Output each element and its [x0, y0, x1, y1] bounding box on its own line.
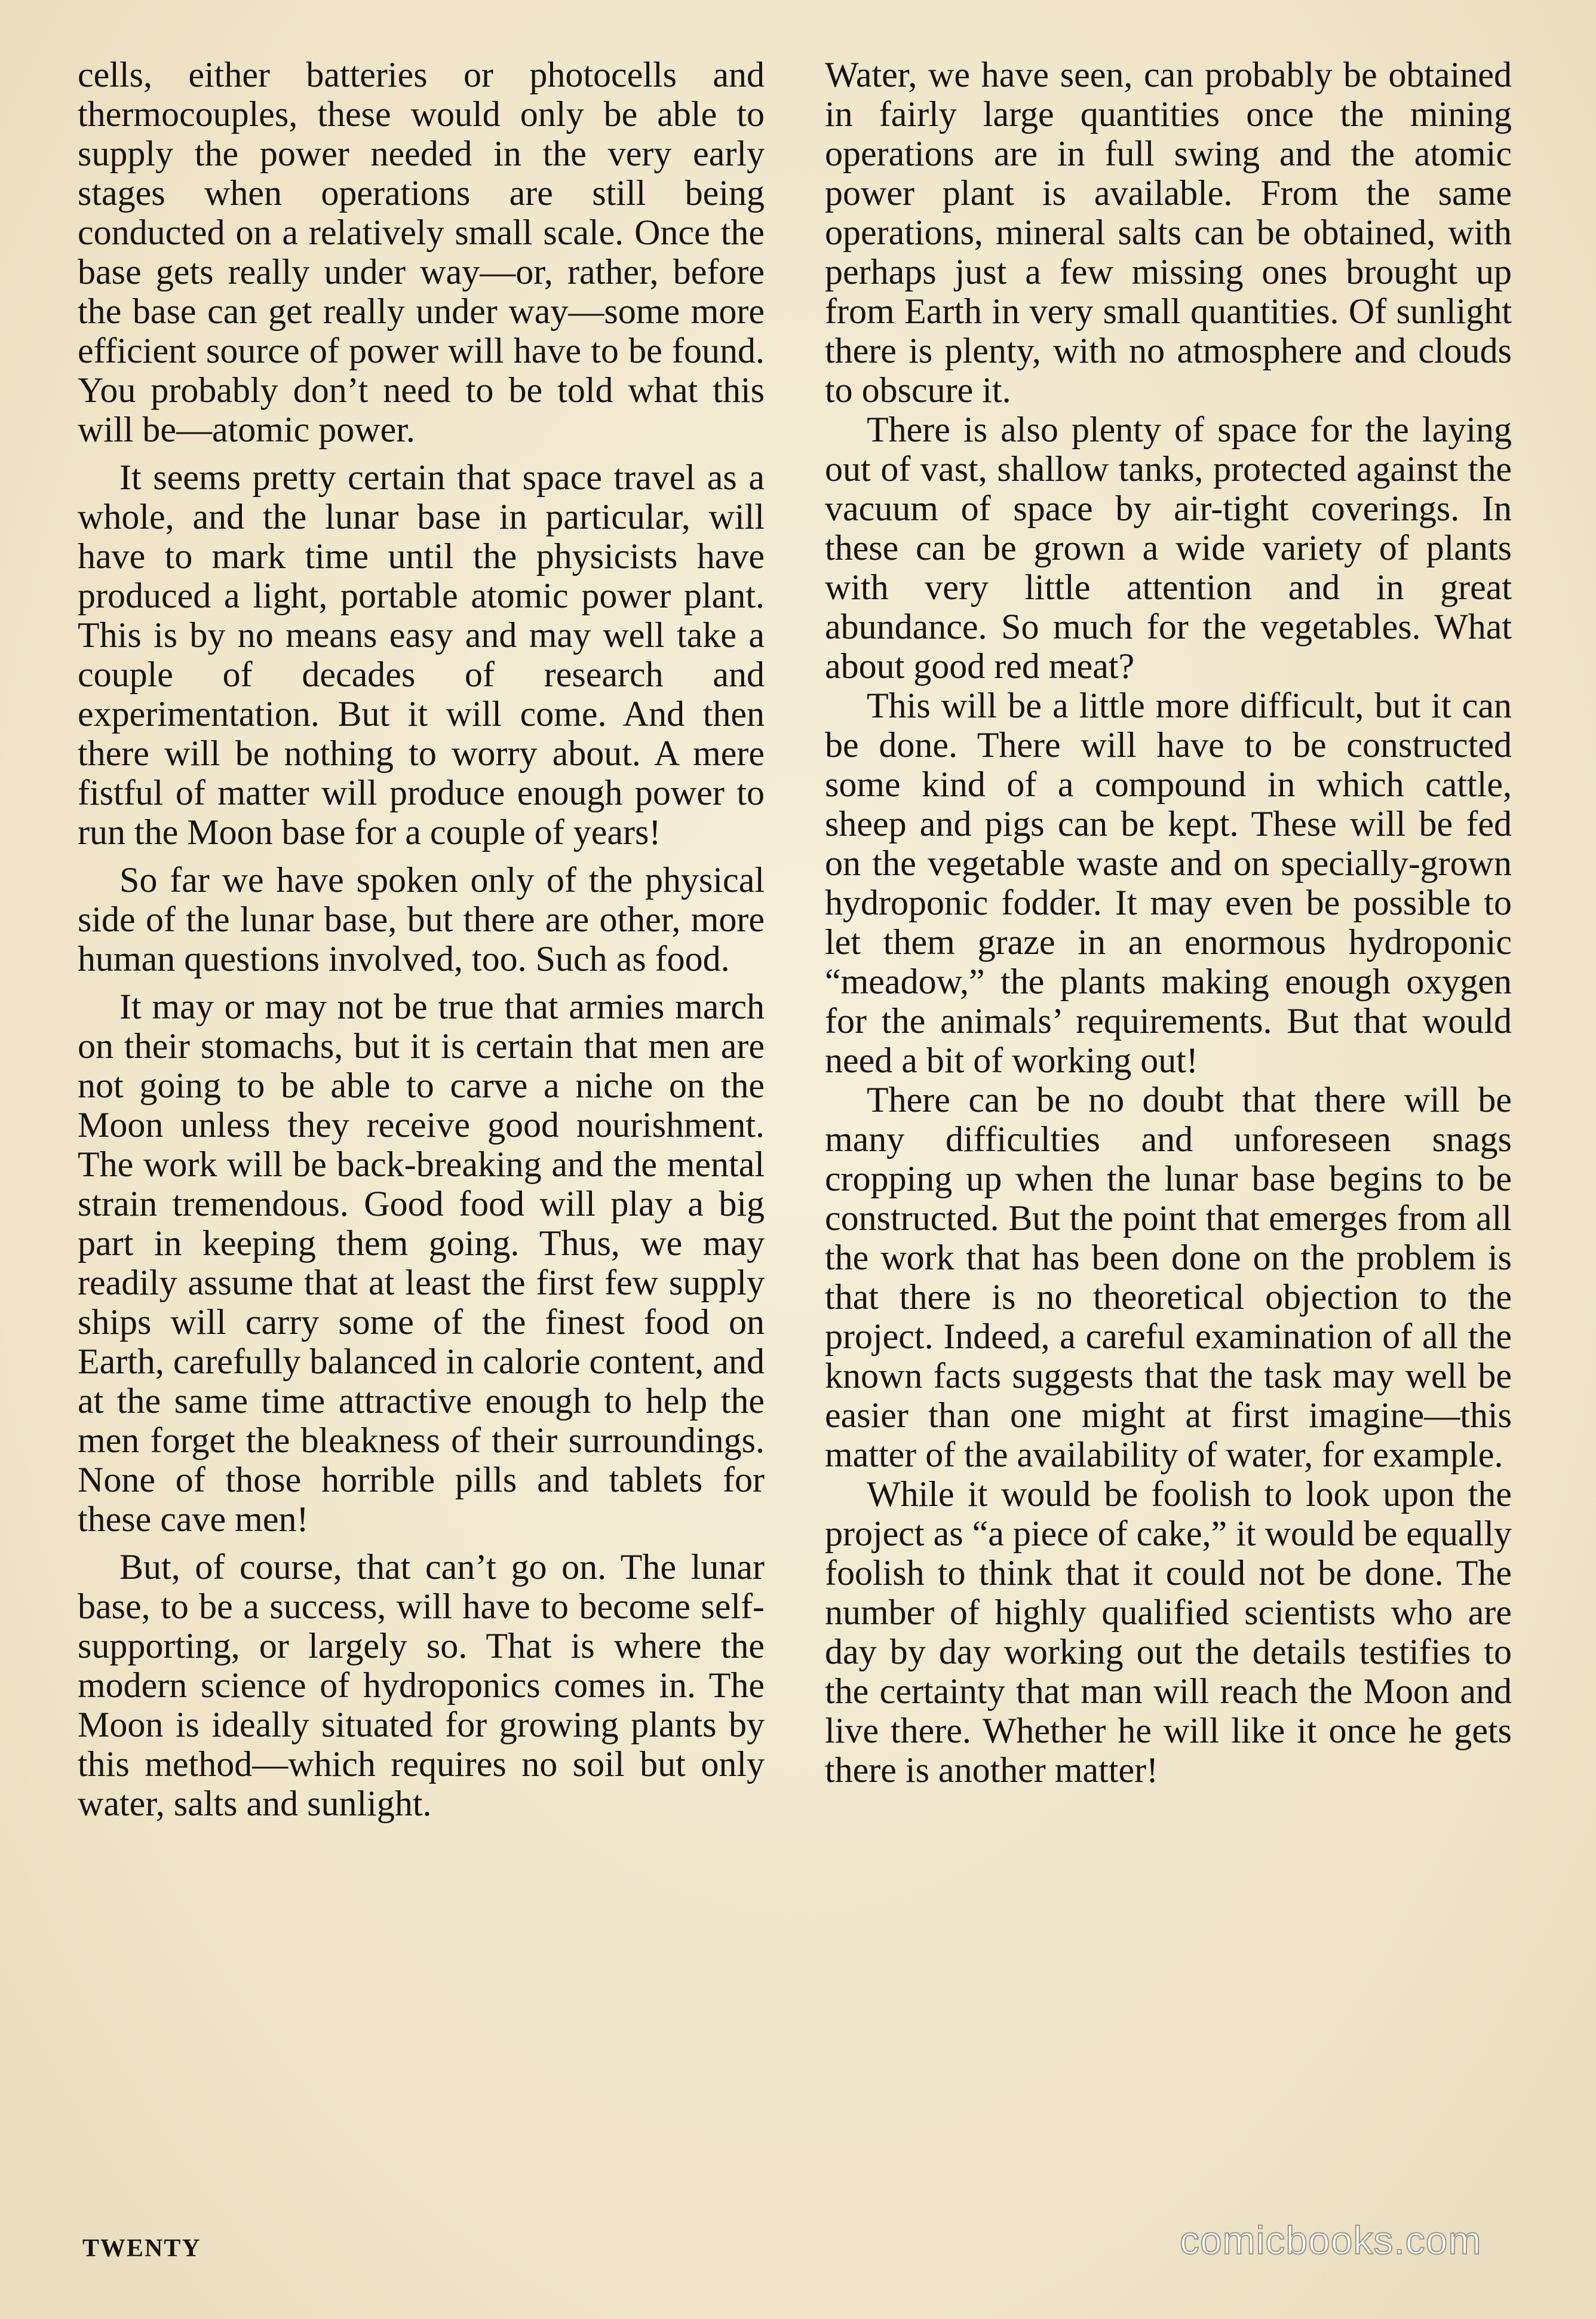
- site-watermark: comicbooks.com: [1180, 2218, 1482, 2262]
- paragraph: Water, we have seen, can probably be obtained in fairly large quantities once the mining operations are in full swing and the atomic power plant is available. From the same operations, mineral salts can be obtained, with perhaps just a few missing ones brought up from Earth in very small quantities. Of sunlight there is plenty, with no atmosphere and clouds to obscure it.: [825, 55, 1512, 410]
- paragraph: There can be no doubt that there will be many difficulties and unforeseen snags cropping up when the lunar base begins to be constructed. But the point that emerges from all the work that has been done on the problem is that there is no theoretical objection to the project. Indeed, a careful examination of all the known facts suggests that the task may well be easier than one might at first imagine—this matter of the availability of water, for example.: [825, 1080, 1512, 1474]
- paragraph: It may or may not be true that armies march on their stomachs, but it is certain that men are not going to be able to carve a niche on the Moon unless they receive good nourishment. The work will be back-breaking and the mental strain tremendous. Good food will play a big part in keeping them going. Thus, we may readily assume that at least the first few supply ships will carry some of the finest food on Earth, carefully balanced in calorie content, and at the same time attractive enough to help the men forget the bleakness of their surroundings. None of those horrible pills and tablets for these cave men!: [78, 987, 765, 1539]
- right-text-column: [825, 55, 1512, 1790]
- paragraph: So far we have spoken only of the physical side of the lunar base, but there are other, more human questions involved, too. Such as food.: [78, 860, 765, 978]
- paragraph: This will be a little more difficult, but it can be done. There will have to be constructed some kind of a compound in which cattle, sheep and pigs can be kept. These will be fed on the vegetable waste and on specially-grown hydroponic fodder. It may even be possible to let them graze in an enormous hydroponic “meadow,” the plants making enough oxygen for the animals’ requirements. But that would need a bit of working out!: [825, 686, 1512, 1080]
- paragraph: cells, either batteries or photocells and thermocouples, these would only be able to supply the power needed in the very early stages when operations are still being conducted on a relatively small scale. Once the base gets really under way—or, rather, before the base can get really under way—some more efficient source of power will have to be found. You probably don’t need to be told what this will be—atomic power.: [78, 55, 765, 449]
- paragraph: There is also plenty of space for the laying out of vast, shallow tanks, protected against the vacuum of space by air-tight coverings. In these can be grown a wide variety of plants with very little attention and in great abundance. So much for the vegetables. What about good red meat?: [825, 410, 1512, 686]
- paragraph: While it would be foolish to look upon the project as “a piece of cake,” it would be equally foolish to think that it could not be done. The number of highly qualified scientists who are day by day working out the details testifies to the certainty that man will reach the Moon and live there. Whether he will like it once he gets there is another matter!: [825, 1474, 1512, 1790]
- left-text-column: [78, 55, 765, 1823]
- paragraph: It seems pretty certain that space travel as a whole, and the lunar base in particular, will have to mark time until the physicists have produced a light, portable atomic power plant. This is by no means easy and may well take a couple of decades of research and experimentation. But it will come. And then there will be nothing to worry about. A mere fistful of matter will produce enough power to run the Moon base for a couple of years!: [78, 458, 765, 852]
- page-number-label: TWENTY: [82, 2235, 201, 2262]
- paragraph: But, of course, that can’t go on. The lunar base, to be a success, will have to become self-supporting, or largely so. That is where the modern science of hydroponics comes in. The Moon is ideally situated for growing plants by this method—which requires no soil but only water, salts and sunlight.: [78, 1547, 765, 1823]
